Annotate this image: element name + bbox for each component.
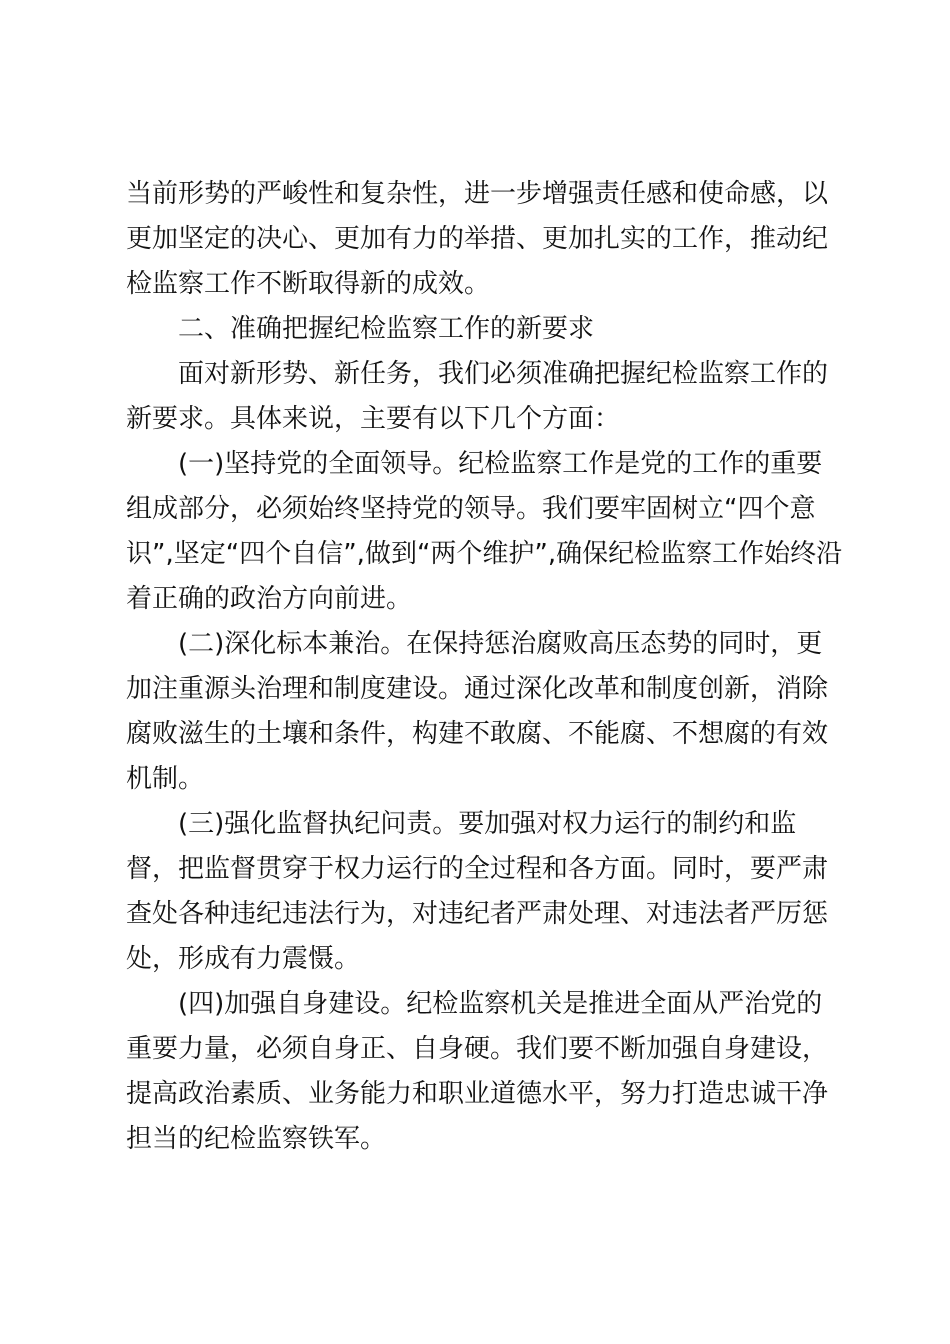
paragraph-first-line: 面对新形势、新任务，我们必须准确把握纪检监察工作的 <box>178 359 829 389</box>
paragraph-first-line: (四)加强自身建设。纪检监察机关是推进全面从严治党的 <box>178 989 823 1019</box>
text-line: 督，把监督贯穿于权力运行的全过程和各方面。同时，要严肃 <box>126 854 829 884</box>
text-line: 当前形势的严峻性和复杂性，进一步增强责任感和使命感，以 <box>126 179 829 209</box>
paragraph-first-line: (二)深化标本兼治。在保持惩治腐败高压态势的同时，更 <box>178 629 823 659</box>
section-heading: 二、准确把握纪检监察工作的新要求 <box>178 314 595 344</box>
text-line: 组成部分，必须始终坚持党的领导。我们要牢固树立“四个意 <box>126 494 816 524</box>
text-line: 腐败滋生的土壤和条件，构建不敢腐、不能腐、不想腐的有效 <box>126 719 829 749</box>
text-line: 提高政治素质、业务能力和职业道德水平，努力打造忠诚干净 <box>126 1079 829 1109</box>
paragraph-first-line: (一)坚持党的全面领导。纪检监察工作是党的工作的重要 <box>178 449 823 479</box>
text-line: 加注重源头治理和制度建设。通过深化改革和制度创新，消除 <box>126 674 829 704</box>
text-line: 担当的纪检监察铁军。 <box>126 1124 387 1154</box>
text-line: 处，形成有力震慑。 <box>126 944 361 974</box>
text-line: 重要力量，必须自身正、自身硬。我们要不断加强自身建设， <box>126 1034 829 1064</box>
document-body <box>126 172 843 1162</box>
text-line: 查处各种违纪违法行为，对违纪者严肃处理、对违法者严厉惩 <box>126 899 829 929</box>
paragraph-first-line: (三)强化监督执纪问责。要加强对权力运行的制约和监 <box>178 809 797 839</box>
text-line: 着正确的政治方向前进。 <box>126 584 413 614</box>
text-line: 检监察工作不断取得新的成效。 <box>126 269 491 299</box>
text-line: 机制。 <box>126 764 205 794</box>
text-line: 识”,坚定“四个自信”,做到“两个维护”,确保纪检监察工作始终沿 <box>126 539 843 569</box>
text-line: 新要求。具体来说，主要有以下几个方面： <box>126 404 621 434</box>
text-line: 更加坚定的决心、更加有力的举措、更加扎实的工作，推动纪 <box>126 224 829 254</box>
